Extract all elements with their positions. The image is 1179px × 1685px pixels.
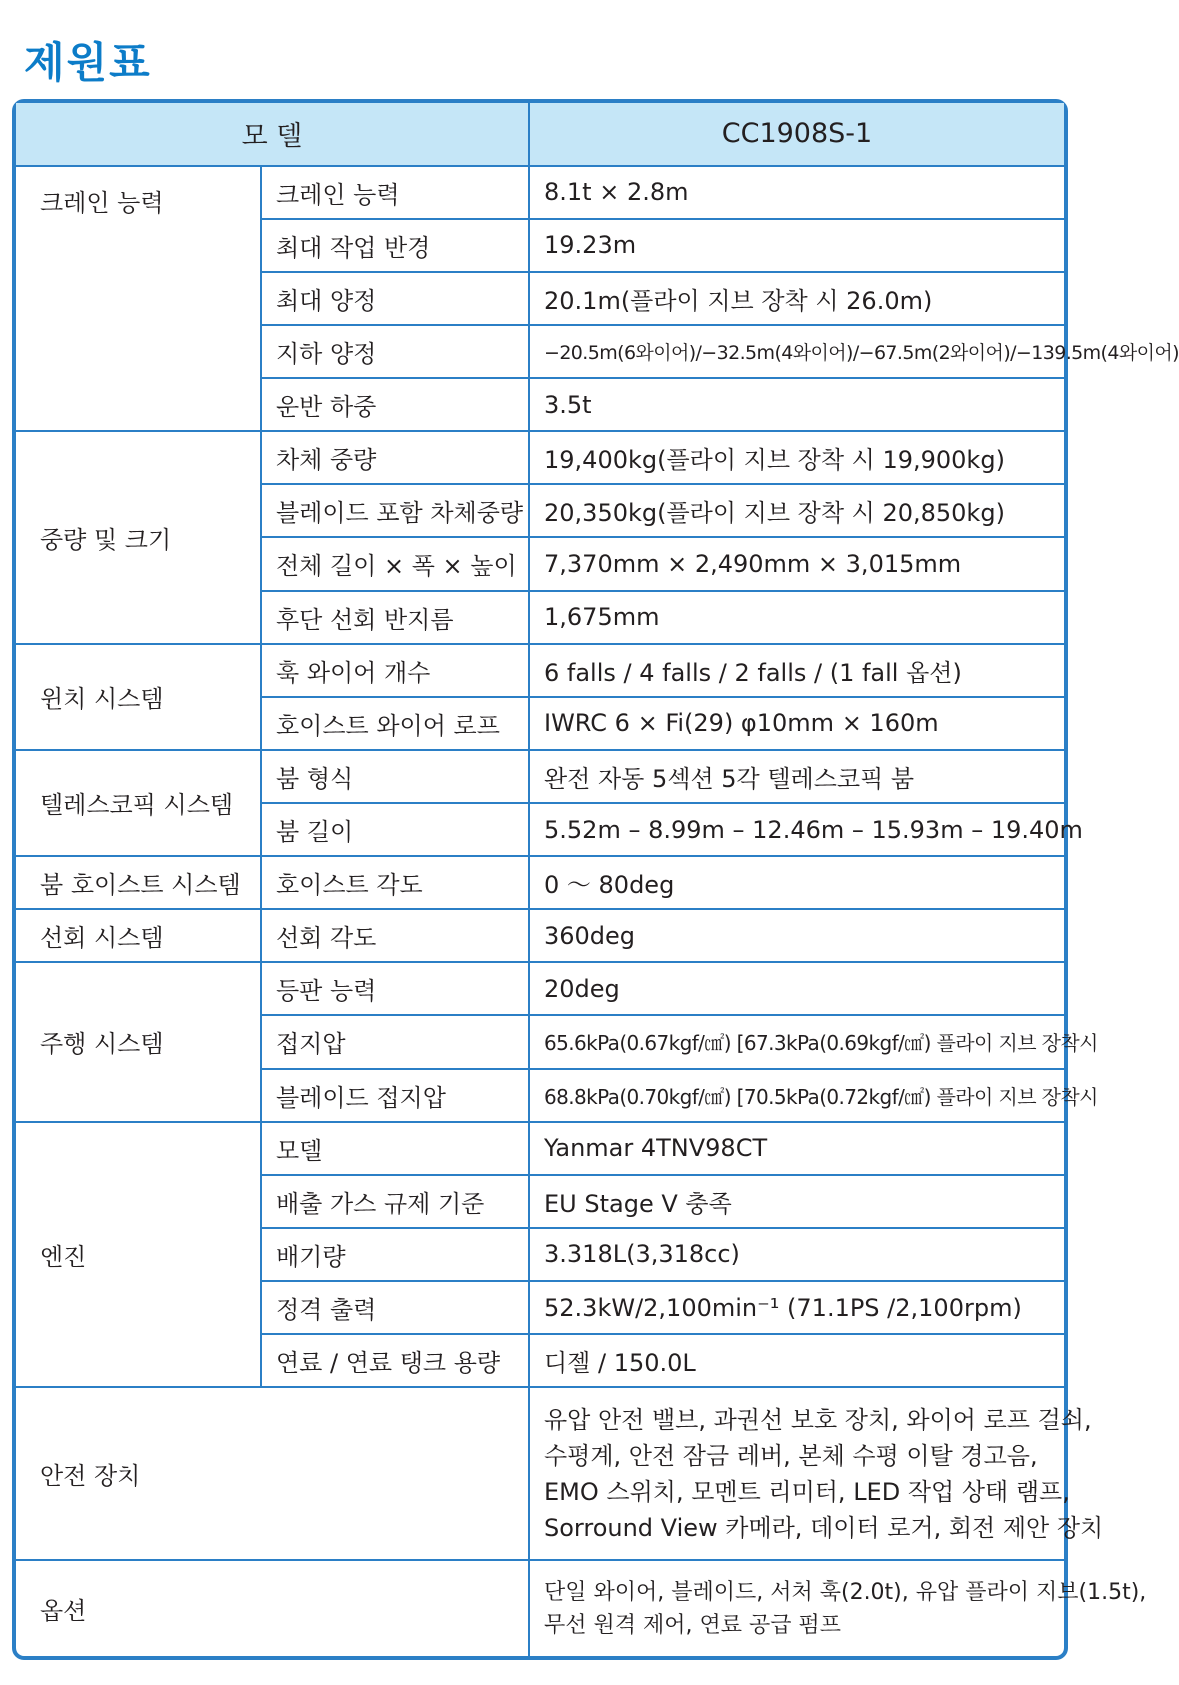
spec-label: 등판 능력 [261, 962, 529, 1015]
spec-label: 블레이드 접지압 [261, 1069, 529, 1122]
spec-value: EU Stage V 충족 [529, 1175, 1064, 1228]
spec-label: 차체 중량 [261, 431, 529, 484]
spec-value: 20deg [529, 962, 1064, 1015]
spec-value: 52.3kW/2,100min⁻¹ (71.1PS /2,100rpm) [529, 1281, 1064, 1334]
spec-label: 배기량 [261, 1228, 529, 1281]
spec-label: 최대 작업 반경 [261, 219, 529, 272]
spec-value: 20.1m(플라이 지브 장착 시 26.0m) [529, 272, 1064, 325]
spec-table [16, 103, 1179, 1656]
category-telescopic: 텔레스코픽 시스템 [16, 750, 261, 856]
spec-value: −20.5m(6와이어)/−32.5m(4와이어)/−67.5m(2와이어)/−139.5m(4와이어) [529, 325, 1064, 378]
spec-label: 최대 양정 [261, 272, 529, 325]
table-row [16, 750, 1064, 803]
options-line: 단일 와이어, 블레이드, 서처 훅(2.0t), 유압 플라이 지브(1.5t), [544, 1579, 1147, 1605]
table-row [16, 909, 1064, 962]
table-row [16, 644, 1064, 697]
spec-label: 지하 양정 [261, 325, 529, 378]
spec-label: 붐 형식 [261, 750, 529, 803]
spec-value: 7,370mm × 2,490mm × 3,015mm [529, 537, 1064, 590]
spec-value: 19,400kg(플라이 지브 장착 시 19,900kg) [529, 431, 1064, 484]
table-row [16, 1560, 1064, 1656]
table-row [16, 166, 1064, 219]
spec-value: 6 falls / 4 falls / 2 falls / (1 fall 옵션) [529, 644, 1064, 697]
spec-value: 디젤 / 150.0L [529, 1334, 1064, 1387]
spec-label: 전체 길이 × 폭 × 높이 [261, 537, 529, 590]
spec-label: 붐 길이 [261, 803, 529, 856]
spec-label: 정격 출력 [261, 1281, 529, 1334]
category-weight: 중량 및 크기 [16, 431, 261, 643]
spec-value: 3.5t [529, 378, 1064, 431]
spec-label: 연료 / 연료 탱크 용량 [261, 1334, 529, 1387]
spec-label: 호이스트 각도 [261, 856, 529, 909]
category-options: 옵션 [16, 1560, 529, 1656]
category-crane: 크레인 능력 [16, 166, 261, 432]
spec-label: 모델 [261, 1122, 529, 1175]
spec-value: 360deg [529, 909, 1064, 962]
table-row [16, 856, 1064, 909]
category-safety: 안전 장치 [16, 1387, 529, 1560]
spec-value: 19.23m [529, 219, 1064, 272]
category-travel: 주행 시스템 [16, 962, 261, 1121]
spec-label: 호이스트 와이어 로프 [261, 697, 529, 750]
spec-value: 68.8kPa(0.70kgf/㎠) [70.5kPa(0.72kgf/㎠) 플라이 지브 장착시 [529, 1069, 1064, 1122]
table-row [16, 1122, 1064, 1175]
safety-line: 유압 안전 밸브, 과권선 보호 장치, 와이어 로프 걸쇠, [544, 1405, 1092, 1434]
spec-label: 운반 하중 [261, 378, 529, 431]
category-boom-hoist: 붐 호이스트 시스템 [16, 856, 261, 909]
safety-line: Sorround View 카메라, 데이터 로거, 회전 제안 장치 [544, 1513, 1104, 1542]
table-row [16, 431, 1064, 484]
spec-value: 5.52m – 8.99m – 12.46m – 15.93m – 19.40m [529, 803, 1064, 856]
spec-value: Yanmar 4TNV98CT [529, 1122, 1064, 1175]
spec-label: 선회 각도 [261, 909, 529, 962]
model-header-label: 모 델 [16, 103, 529, 166]
spec-value: 0 ～ 80deg [529, 856, 1064, 909]
spec-table-frame [12, 99, 1179, 1660]
spec-value: 3.318L(3,318cc) [529, 1228, 1064, 1281]
category-winch: 윈치 시스템 [16, 644, 261, 750]
category-slewing: 선회 시스템 [16, 909, 261, 962]
table-header-row [16, 103, 1064, 166]
spec-value: 1,675mm [529, 591, 1064, 644]
safety-line: 수평계, 안전 잠금 레버, 본체 수평 이탈 경고음, [544, 1441, 1038, 1470]
model-header-value: CC1908S-1 [529, 103, 1064, 166]
page-title: 제원표 [24, 38, 152, 87]
table-row [16, 1387, 1064, 1560]
safety-devices-value [529, 1387, 1104, 1560]
spec-label: 접지압 [261, 1015, 529, 1068]
safety-line: EMO 스위치, 모멘트 리미터, LED 작업 상태 램프, [544, 1477, 1070, 1506]
spec-value: 20,350kg(플라이 지브 장착 시 20,850kg) [529, 484, 1064, 537]
options-line: 무선 원격 제어, 연료 공급 펌프 [544, 1612, 841, 1638]
spec-label: 크레인 능력 [261, 166, 529, 219]
options-value [529, 1560, 1147, 1656]
spec-value: IWRC 6 × Fi(29) φ10mm × 160m [529, 697, 1064, 750]
spec-label: 훅 와이어 개수 [261, 644, 529, 697]
category-engine: 엔진 [16, 1122, 261, 1388]
spec-label: 후단 선회 반지름 [261, 591, 529, 644]
spec-label: 블레이드 포함 차체중량 [261, 484, 529, 537]
spec-label: 배출 가스 규제 기준 [261, 1175, 529, 1228]
spec-value: 8.1t × 2.8m [529, 166, 1064, 219]
table-row [16, 962, 1064, 1015]
spec-value: 65.6kPa(0.67kgf/㎠) [67.3kPa(0.69kgf/㎠) 플라이 지브 장착시 [529, 1015, 1064, 1068]
spec-value: 완전 자동 5섹션 5각 텔레스코픽 붐 [529, 750, 1064, 803]
